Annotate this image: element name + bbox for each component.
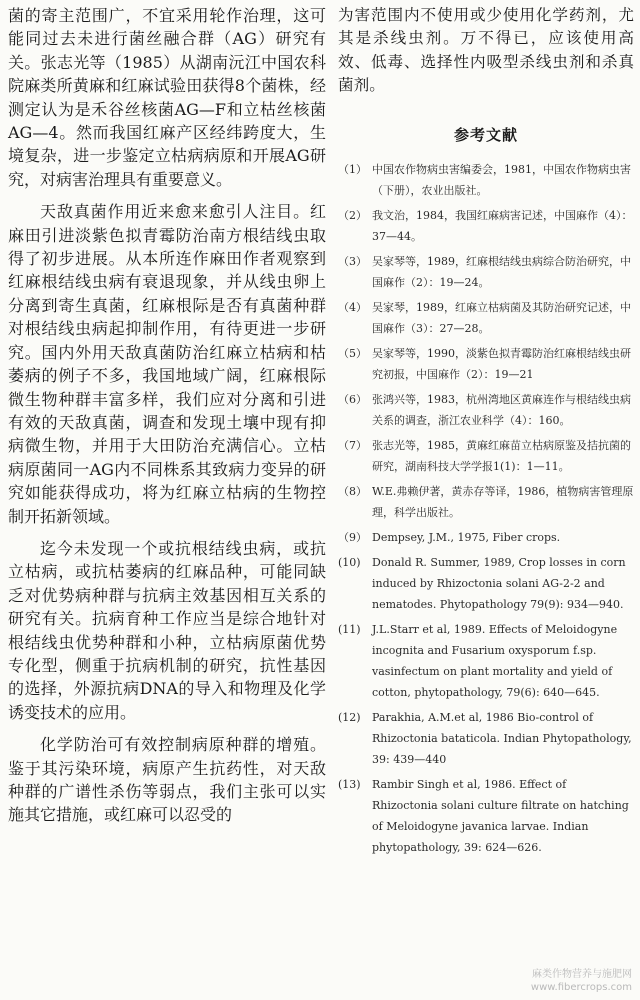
reference-text: 吴家琴等，1989，红麻根结线虫病综合防治研究，中国麻作（2）：19—24。: [372, 254, 631, 289]
reference-number: （9）: [338, 530, 367, 544]
right-column: [338, 4, 634, 862]
reference-item: [338, 552, 634, 615]
reference-text: Parakhia, A.M.et al, 1986 Bio-control of Rhizoctonia bataticola. Indian Phytopathology, 39: 439—440: [372, 710, 632, 766]
watermark-url: www.fibercrops.com: [530, 982, 632, 993]
reference-text: 吴家琴等，1990，淡紫色拟青霉防治红麻根结线虫研究初报，中国麻作（2）：19—21: [372, 346, 631, 381]
paragraph-continuation: 为害范围内不使用或少使用化学药剂，尤其是杀线虫剂。万不得已，应该使用高效、低毒、选择性内吸型杀线虫剂和杀真菌剂。: [338, 6, 634, 95]
reference-number: （5）: [338, 346, 367, 360]
left-column: [8, 4, 326, 827]
reference-item: [338, 389, 634, 431]
watermark-site-name: 麻类作物营养与施肥网: [532, 969, 632, 980]
reference-list: [338, 159, 634, 858]
reference-number: （4）: [338, 300, 367, 314]
reference-text: 张鸿兴等，1983，杭州湾地区黄麻连作与根结线虫病关系的调查，浙江农业科学（4）：160。: [372, 392, 631, 427]
reference-text: W.E.弗赖伊著，黄赤存等译，1986，植物病害管理原理，科学出版社。: [372, 484, 634, 519]
paragraph-host-range: 菌的寄主范围广，不宜采用轮作治理，这可能同过去未进行菌丝融合群（AG）研究有关。张志光等（1985）从湖南沅江中国农科院麻类所黄麻和红麻试验田获得8个菌株，经测定认为是禾谷丝核菌AG—F和立枯丝核菌AG—4。然而我国红麻产区经纬跨度大，生境复杂，进一步鉴定立枯病病原和开展AG研究，对病害治理具有重要意义。: [8, 6, 326, 189]
reference-number: (12): [338, 710, 361, 724]
reference-text: Donald R. Summer, 1989, Crop losses in corn induced by Rhizoctonia solani AG-2-2 and nematodes. Phytopathology 79(9): 934—940.: [372, 555, 626, 611]
reference-number: (11): [338, 622, 361, 636]
reference-item: [338, 343, 634, 385]
reference-item: [338, 707, 634, 770]
references-heading: 参考文献: [453, 125, 518, 144]
reference-item: [338, 251, 634, 293]
reference-text: J.L.Starr et al, 1989. Effects of Meloidogyne incognita and Fusarium oxysporum f.sp. vasinfectum on plant mortality and yield of cotton, phytopathology, 79(6): 640—645.: [372, 622, 618, 699]
reference-item: [338, 527, 634, 548]
reference-item: [338, 205, 634, 247]
reference-number: (13): [338, 777, 361, 791]
reference-number: （7）: [338, 438, 367, 452]
reference-number: （8）: [338, 484, 367, 498]
paragraph-resistance-breeding: 迄今未发现一个或抗根结线虫病，或抗立枯病，或抗枯萎病的红麻品种，可能同缺乏对优势病种群与抗病主效基因相互关系的研究有关。抗病育种工作应当是综合地针对根结线虫优势种群和小种，立枯病原菌优势专化型，侧重于抗病机制的研究，抗性基因的选择，外源抗病DNA的导入和物理及化学诱变技术的应用。: [8, 538, 326, 722]
reference-number: (10): [338, 555, 361, 569]
reference-number: （2）: [338, 208, 367, 222]
reference-text: 吴家琴，1989，红麻立枯病菌及其防治研究记述，中国麻作（3）：27—28。: [372, 300, 631, 335]
reference-text: 中国农作物病虫害编委会，1981，中国农作物病虫害（下册），农业出版社。: [372, 162, 631, 197]
reference-number: （6）: [338, 392, 367, 406]
paragraph-natural-enemy-fungi: 天敌真菌作用近来愈来愈引人注目。红麻田引进淡紫色拟青霉防治南方根结线虫取得了初步进展。从本所连作麻田作者观察到红麻根结线虫病有衰退现象，并从线虫卵上分离到寄生真菌，红麻根际是否有真菌种群对根结线虫病起抑制作用，有待更进一步研究。国内外用天敌真菌防治红麻立枯病和枯萎病的例子不多，我国地域广阔，红麻根际微生物种群丰富多样，我们应对分离和引进有效的天敌真菌，调查和发现土壤中现有抑病微生物，并用于大田防治充满信心。立枯病原菌同一AG内不同株系其致病力变异的研究如能获得成功，将为红麻立枯病的生物控制开拓新领域。: [8, 202, 326, 526]
site-watermark: [531, 968, 632, 994]
reference-text: Dempsey, J.M., 1975, Fiber crops.: [372, 530, 561, 544]
reference-item: [338, 435, 634, 477]
reference-item: [338, 774, 634, 858]
reference-item: [338, 481, 634, 523]
reference-text: Rambir Singh et al, 1986. Effect of Rhizoctonia solani culture filtrate on hatching of Meloidogyne javanica larvae. Indian phytopathology, 39: 624—626.: [372, 777, 629, 854]
reference-text: 张志光等，1985，黄麻红麻苗立枯病原鉴及拮抗菌的研究，湖南科技大学学报1(1)：1—11。: [372, 438, 631, 473]
reference-item: [338, 159, 634, 201]
reference-item: [338, 619, 634, 703]
reference-number: （3）: [338, 254, 367, 268]
reference-number: （1）: [338, 162, 367, 176]
reference-text: 我文治，1984，我国红麻病害记述，中国麻作（4）：37—44。: [372, 208, 633, 243]
paragraph-chemical-control: 化学防治可有效控制病原种群的增殖。鉴于其污染环境，病原产生抗药性，对天敌种群的广谱性杀伤等弱点，我们主张可以实施其它措施，或红麻可以忍受的: [8, 735, 326, 825]
reference-item: [338, 297, 634, 339]
